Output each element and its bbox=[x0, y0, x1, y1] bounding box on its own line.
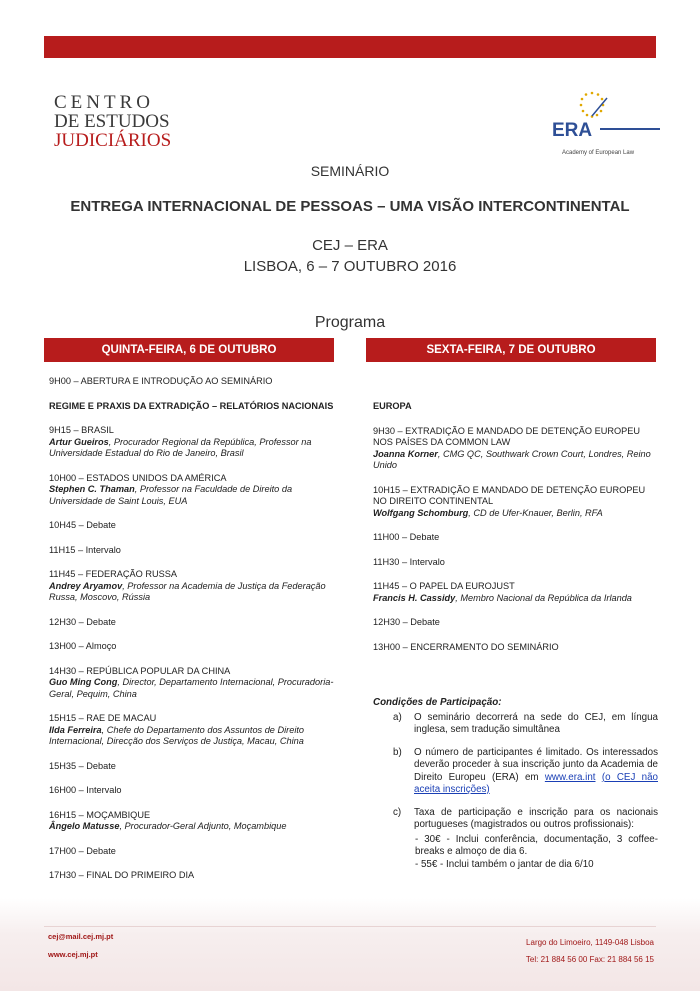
schedule-item: 11H00 – Debate bbox=[373, 532, 440, 542]
schedule-item: 17H30 – FINAL DO PRIMEIRO DIA bbox=[49, 870, 195, 880]
cej-logo-line3: JUDICIÁRIOS bbox=[54, 130, 172, 151]
schedule-item bbox=[373, 485, 658, 520]
seminar-title: ENTREGA INTERNACIONAL DE PESSOAS – UMA VISÃO INTERCONTINENTAL bbox=[70, 198, 630, 215]
item-speaker: Andrey Aryamov bbox=[49, 580, 123, 591]
schedule-item: 10H45 – Debate bbox=[49, 520, 116, 530]
schedule-item: 12H30 – Debate bbox=[373, 617, 440, 627]
cej-logo-line1: CENTRO bbox=[54, 92, 154, 113]
item-role: , Professor na Academia de Justiça da Federação Russa, Moscovo, Rússia bbox=[49, 580, 326, 602]
item-role: , Membro Nacional da República da Irlanda bbox=[455, 592, 632, 603]
condition-a bbox=[373, 712, 658, 737]
schedule-item: 15H35 – Debate bbox=[49, 760, 116, 771]
schedule-item: 11H15 – Intervalo bbox=[49, 544, 121, 555]
schedule-item bbox=[49, 713, 334, 748]
item-time: 15H15 – RAE DE MACAU bbox=[49, 713, 157, 723]
item-role: , CD de Ufer-Knauer, Berlin, RFA bbox=[468, 507, 603, 518]
item-time: 14H30 – REPÚBLICA POPULAR DA CHINA bbox=[49, 665, 231, 676]
day1-schedule bbox=[49, 376, 334, 895]
item-time: 11H45 – FEDERAÇÃO RUSSA bbox=[49, 569, 177, 579]
schedule-item bbox=[373, 426, 658, 472]
item-speaker: Artur Gueiros bbox=[49, 436, 109, 447]
day1-opening: 9H00 – ABERTURA E INTRODUÇÃO AO SEMINÁRIO bbox=[49, 376, 273, 386]
conditions-section bbox=[373, 697, 658, 871]
condition-text: O seminário decorrerá na sede do CEJ, em língua inglesa, sem tradução simultânea bbox=[414, 711, 658, 735]
era-logo-word: ERA bbox=[552, 120, 593, 141]
schedule-item bbox=[49, 666, 334, 701]
conditions-title: Condições de Participação: bbox=[373, 697, 502, 708]
item-role: , CMG QC, Southwark Crown Court, Londres, Reino Unido bbox=[373, 448, 651, 470]
schedule-item bbox=[49, 473, 334, 508]
cej-logo-line2: DE ESTUDOS bbox=[54, 111, 170, 132]
condition-label: c) bbox=[393, 806, 402, 818]
item-speaker: Ilda Ferreira bbox=[49, 724, 102, 735]
day1-header: QUINTA-FEIRA, 6 DE OUTUBRO bbox=[44, 338, 334, 362]
schedule-item bbox=[49, 425, 334, 460]
condition-label: a) bbox=[393, 711, 402, 723]
day2-section-title: EUROPA bbox=[373, 401, 412, 411]
item-role: , Procurador-Geral Adjunto, Moçambique bbox=[119, 821, 287, 831]
era-logo-subtitle: Academy of European Law bbox=[562, 150, 635, 156]
item-role: , Professor na Faculdade de Direito da Universidade de Saint Louis, EUA bbox=[49, 484, 293, 506]
item-time: 10H15 – EXTRADIÇÃO E MANDADO DE DETENÇÃO EUROPEU NO DIREITO CONTINENTAL bbox=[373, 484, 646, 506]
schedule-item bbox=[373, 581, 658, 604]
condition-label: b) bbox=[393, 746, 402, 758]
item-time: 16H15 – MOÇAMBIQUE bbox=[49, 809, 151, 820]
day1-section-title: REGIME E PRAXIS DA EXTRADIÇÃO – RELATÓRIOS NACIONAIS bbox=[49, 400, 334, 411]
item-speaker: Wolfgang Schomburg bbox=[373, 507, 469, 518]
event-date: LISBOA, 6 – 7 OUTUBRO 2016 bbox=[243, 258, 457, 275]
day2-schedule bbox=[373, 401, 658, 666]
item-speaker: Stephen C. Thaman bbox=[49, 484, 135, 494]
top-banner-bar bbox=[44, 36, 656, 58]
item-speaker: Guo Ming Cong bbox=[49, 677, 118, 687]
condition-b bbox=[373, 747, 658, 797]
seminar-label: SEMINÁRIO bbox=[310, 163, 390, 179]
item-role: , Procurador Regional da República, Professor na Universidade Estadual do Rio de Janeiro, Brasil bbox=[49, 436, 312, 458]
condition-text: O número de participantes é limitado. Os interessados deverão proceder à sua inscrição junto da Academia de Direito Europeu (ERA) em bbox=[414, 746, 658, 783]
day2-header: SEXTA-FEIRA, 7 DE OUTUBRO bbox=[366, 338, 656, 362]
schedule-item: 16H00 – Intervalo bbox=[49, 785, 122, 795]
item-speaker: Joanna Korner bbox=[373, 448, 438, 459]
registration-note-link[interactable]: (o CEJ não aceita inscrições) bbox=[414, 771, 658, 795]
footer-email-link[interactable]: cej@mail.cej.mj.pt bbox=[48, 932, 114, 941]
condition-text: Taxa de participação e inscrição para os nacionais portugueses (magistrados ou outros profissionais): bbox=[414, 806, 658, 830]
schedule-item bbox=[49, 810, 334, 833]
era-stars-icon bbox=[574, 90, 610, 118]
era-website-link[interactable]: www.era.int bbox=[544, 771, 596, 783]
item-role: , Chefe do Departamento dos Assuntos de Direito Internacional, Direcção dos Serviços de Justiça, Macau, China bbox=[49, 724, 305, 746]
footer-phone: Tel: 21 884 56 00 Fax: 21 884 56 15 bbox=[525, 955, 654, 964]
schedule-item bbox=[49, 569, 334, 604]
program-heading: Programa bbox=[314, 314, 386, 331]
schedule-item: 13H00 – Almoço bbox=[49, 641, 117, 651]
item-time: 9H15 – BRASIL bbox=[49, 425, 114, 435]
schedule-item: 11H30 – Intervalo bbox=[373, 556, 445, 567]
fee-option-1: - 30€ - Inclui conferência, documentação, 3 coffee-breaks e almoço de dia 6. bbox=[415, 833, 658, 857]
era-logo bbox=[552, 90, 662, 162]
footer-website-link[interactable]: www.cej.mj.pt bbox=[48, 950, 98, 959]
footer-address: Largo do Limoeiro, 1149-048 Lisboa bbox=[526, 938, 654, 947]
item-time: 11H45 – O PAPEL DA EUROJUST bbox=[373, 581, 515, 591]
item-speaker: Ângelo Matusse bbox=[49, 821, 120, 831]
footer bbox=[0, 898, 700, 991]
schedule-item: 13H00 – ENCERRAMENTO DO SEMINÁRIO bbox=[373, 641, 559, 652]
organizers: CEJ – ERA bbox=[312, 237, 388, 254]
footer-divider bbox=[44, 926, 656, 927]
cej-logo bbox=[44, 92, 184, 162]
fee-option-2: - 55€ - Inclui também o jantar de dia 6/10 bbox=[415, 858, 594, 870]
condition-c bbox=[373, 807, 658, 832]
schedule-item: 12H30 – Debate bbox=[49, 616, 116, 627]
era-logo-rule bbox=[600, 128, 660, 130]
item-time: 10H00 – ESTADOS UNIDOS DA AMÉRICA bbox=[49, 472, 227, 483]
schedule-item: 17H00 – Debate bbox=[49, 845, 116, 856]
item-role: , Director, Departamento Internacional, Procuradoria-Geral, Pequim, China bbox=[49, 677, 334, 699]
item-time: 9H30 – EXTRADIÇÃO E MANDADO DE DETENÇÃO EUROPEU NOS PAÍSES DA COMMON LAW bbox=[373, 425, 641, 447]
item-speaker: Francis H. Cassidy bbox=[373, 592, 456, 603]
